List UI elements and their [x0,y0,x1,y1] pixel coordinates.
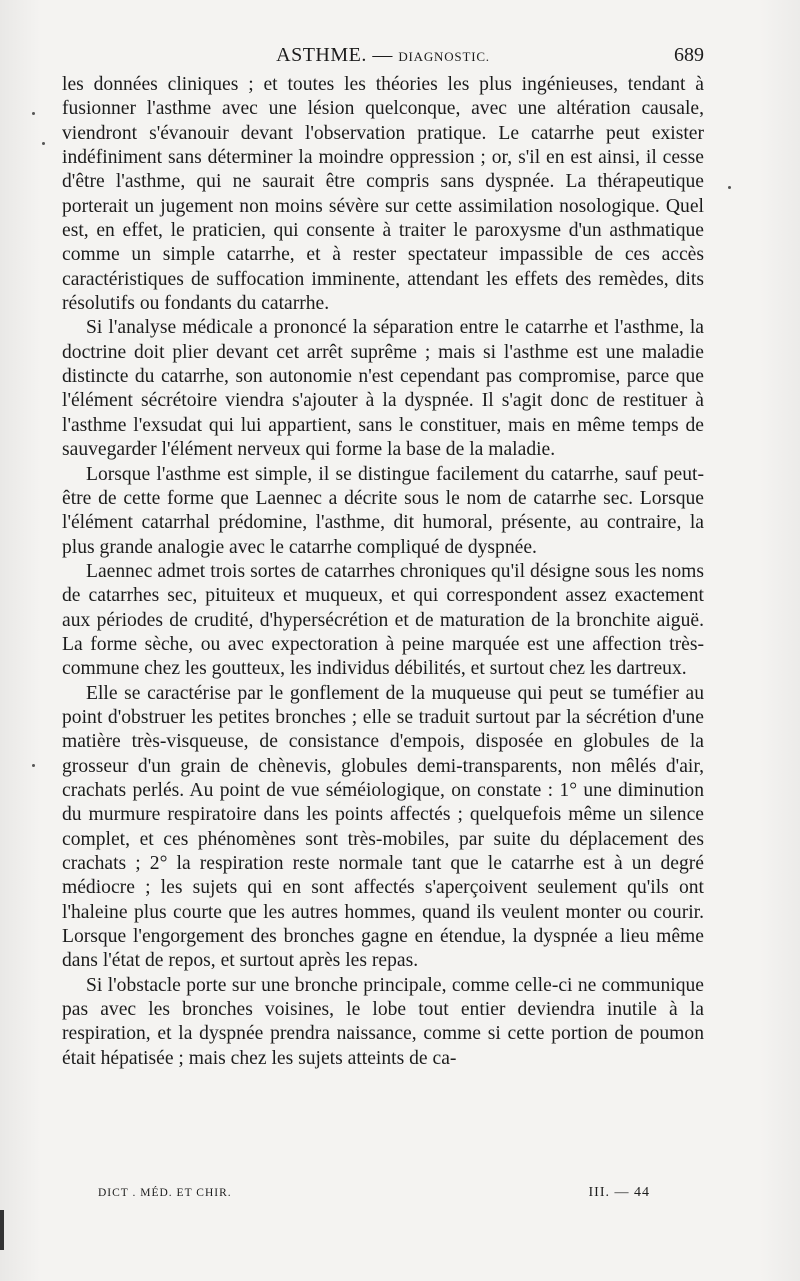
margin-speck [42,142,45,145]
paragraph-5: Elle se caractérise par le gonflement de la muqueuse qui peut se tuméfier au point d'obstruer les petites bronches ; elle se traduit surtout par la sécrétion d'une matière très-visqueuse, de consistance d'empois, disposée en globules de la grosseur d'un grain de chènevis, globules demi-transparents, non mêlés d'air, crachats perlés. Au point de vue séméiologique, on constate : 1° une diminution du murmure respiratoire dans les points affectés ; quelquefois même un silence complet, et ces phénomènes sont très-mobiles, par suite du déplacement des crachats ; 2° la respiration reste normale tant que le catarrhe est à un degré médiocre ; les sujets qui en sont affectés s'aperçoivent seulement qu'ils ont l'haleine plus courte que les autres hommes, quand ils veulent monter ou courir. Lorsque l'engorgement des bronches gagne en étendue, la dyspnée a lieu même dans l'état de repos, et surtout après les repas. [62,682,704,972]
margin-speck [32,112,35,115]
binding-edge-mark [0,1210,4,1250]
running-title-separator: — [372,44,393,66]
margin-speck [32,764,35,767]
body-text [62,73,704,1071]
paragraph-3: Lorsque l'asthme est simple, il se distingue facilement du catarrhe, sauf peut-être de cette forme que Laennec a décrite sous le nom de catarrhe sec. Lorsque l'élément catarrhal prédomine, l'asthme, dit humoral, présente, au contraire, la plus grande analogie avec le catarrhe compliqué de dyspnée. [62,463,704,558]
footer-volume-sheet: III. — 44 [588,1185,650,1200]
page-footer [62,1185,704,1205]
running-title-subtitle: DIAGNOSTIC. [398,49,490,64]
paragraph-1: les données cliniques ; et toutes les théories les plus ingénieuses, tendant à fusionner l'asthme avec une lésion quelconque, avec une altération causale, viendront s'évanouir devant l'observation pratique. Le catarrhe peut exister indéfiniment sans déterminer la moindre oppression ; or, s'il en est ainsi, il cesse d'être l'asthme, qui ne saurait être compris sans dyspnée. La thérapeutique porterait un jugement non moins sévère sur cette assimilation nosologique. Quel est, en effet, le praticien, qui consente à traiter le paroxysme d'un asthmatique comme un simple catarrhe, et à rester spectateur impassible de ces accès caractéristiques de suffocation imminente, attendant les effets des remèdes, dits résolutifs ou fondants du catarrhe. [62,74,704,315]
paragraph-4: Laennec admet trois sortes de catarrhes chroniques qu'il désigne sous les noms de catarrhes sec, pituiteux et muqueux, et qui correspondent assez exactement aux périodes de crudité, d'hypersécrétion et de maturation de la bronchite aiguë. La forme sèche, ou avec expectoration à peine marquée est une affection très-commune chez les goutteux, les individus débilités, et surtout chez les dartreux. [62,560,704,680]
running-head [62,44,704,72]
margin-speck [728,186,731,189]
running-title-main: ASTHME. [276,44,367,66]
page-number: 689 [674,44,704,66]
running-title [62,44,704,67]
footer-signature: DICT . MÉD. ET CHIR. [98,1187,232,1199]
paragraph-6: Si l'obstacle porte sur une bronche principale, comme celle-ci ne communique pas avec les bronches voisines, le lobe tout entier deviendra inutile à la respiration, et la dyspnée prendra naissance, comme si cette portion de poumon était hépatisée ; mais chez les sujets atteints de ca- [62,974,704,1069]
paragraph-2: Si l'analyse médicale a prononcé la séparation entre le catarrhe et l'asthme, la doctrine doit plier devant cet arrêt suprême ; mais si l'asthme est une maladie distincte du catarrhe, son autonomie n'est cependant pas compromise, parce que l'élément sécrétoire viendra s'ajouter à la dyspnée. Il s'agit donc de restituer à l'asthme l'exsudat qui lui appartient, sans le constituer, mais en même temps de sauvegarder l'élément nerveux qui forme la base de la maladie. [62,317,704,461]
